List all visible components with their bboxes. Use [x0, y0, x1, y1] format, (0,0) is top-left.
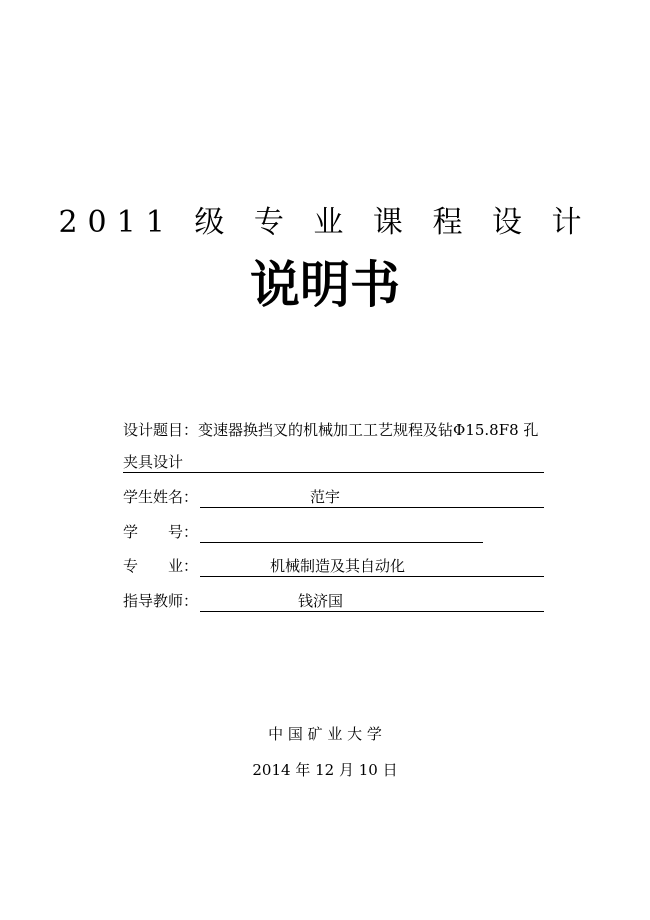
document-title: 2011 级 专 业 课 程 设 计: [58, 205, 592, 240]
name-label: 学生姓名：: [123, 488, 199, 506]
topic-value-line2: 夹具设计: [123, 453, 184, 471]
name-value: 范宇: [310, 488, 341, 506]
topic-line2-field: [123, 452, 544, 473]
document-date: 2014 年 12 月 10 日: [252, 761, 398, 779]
name-field: [200, 487, 544, 508]
id-label: 学 号：: [123, 523, 199, 541]
topic-label: 设计题目：: [123, 421, 199, 439]
university-name: 中 国 矿 业 大 学: [268, 725, 382, 743]
major-value: 机械制造及其自动化: [270, 557, 406, 575]
document-subtitle: 说明书: [250, 256, 400, 314]
topic-value-line1: 变速器换挡叉的机械加工工艺规程及钻Φ15.8F8 孔: [198, 421, 539, 439]
major-field: [200, 556, 544, 577]
advisor-field: [200, 591, 544, 612]
major-label: 专 业：: [123, 557, 199, 575]
advisor-label: 指导教师：: [123, 592, 199, 610]
topic-row: [123, 419, 538, 441]
id-field: [200, 522, 483, 543]
advisor-value: 钱济国: [298, 592, 344, 610]
